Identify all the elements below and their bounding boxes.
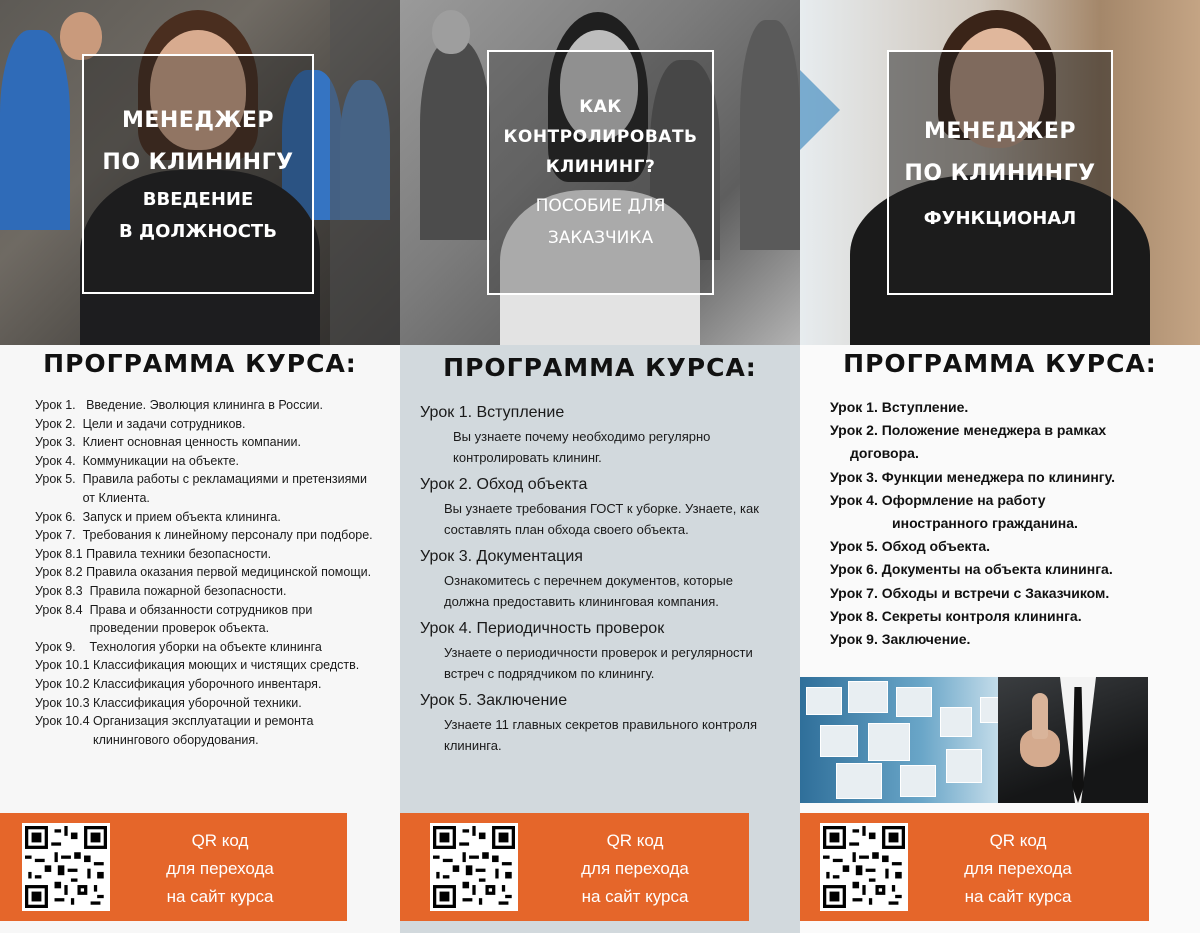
list-item — [35, 638, 380, 657]
lesson-text: Правила работы с рекламациями и претензиями от Клиента. — [82, 472, 367, 505]
lesson-title: Урок 1. Вступление — [420, 404, 565, 421]
list-item-continuation: договора. — [850, 445, 919, 462]
lesson-number: Урок 6. — [35, 509, 83, 524]
photo-tile — [848, 681, 888, 713]
qr-code[interactable] — [820, 823, 908, 911]
program-title: ПРОГРАММА КУРСА: — [43, 349, 357, 378]
hero-photo — [0, 0, 400, 345]
hero-photo — [800, 0, 1200, 345]
hero-shade — [330, 0, 400, 345]
list-item: Урок 1. Вступление. — [830, 399, 969, 415]
qr-caption-line1: QR код — [191, 831, 249, 850]
photo-tile — [940, 707, 972, 737]
list-item: Урок 9. Заключение. — [830, 631, 971, 648]
lesson-text: Технология уборки на объекте клининга — [89, 639, 322, 654]
qr-caption-line3: на сайт курса — [581, 887, 689, 906]
list-item — [35, 508, 380, 527]
qr-caption — [928, 827, 1108, 911]
list-item — [35, 601, 380, 638]
panel-title-line2: КОНТРОЛИРОВАТЬ — [503, 126, 698, 147]
lesson-number: Урок 2. — [35, 416, 83, 431]
title-frame — [887, 50, 1113, 295]
panel-title-line1: МЕНЕДЖЕР — [121, 108, 275, 133]
lesson-number: Урок 10.3 — [35, 695, 94, 710]
panel-functions — [800, 0, 1200, 933]
panel-title-line2: ПО КЛИНИНГУ — [904, 160, 1096, 186]
qr-code-icon — [433, 826, 515, 908]
lesson-description: Вы узнаете почему необходимо регулярно контролировать клининг. — [453, 429, 711, 465]
photo-tile — [900, 765, 936, 797]
list-item — [35, 396, 380, 415]
list-item: Урок 8. Секреты контроля клининга. — [830, 607, 1082, 624]
list-item: Урок 3. Функции менеджера по клинингу. — [830, 468, 1116, 485]
lesson-number: Урок 7. — [35, 528, 83, 543]
list-item — [35, 656, 380, 675]
panel-title-line2: ПО КЛИНИНГУ — [102, 150, 294, 175]
list-item — [35, 582, 380, 601]
qr-code[interactable] — [430, 823, 518, 911]
lesson-text: Коммуникации на объекте. — [82, 453, 240, 468]
panel-subtitle-line2: ЗАКАЗЧИКА — [547, 227, 654, 248]
lesson-text: Правила пожарной безопасности. — [89, 583, 287, 598]
panel-subtitle-line1: ПОСОБИЕ ДЛЯ — [535, 195, 666, 216]
panel-subtitle-line2: В ДОЛЖНОСТЬ — [119, 221, 277, 242]
worker-figure — [740, 20, 800, 250]
qr-code-icon — [823, 826, 905, 908]
lesson-title: Урок 4. Периодичность проверок — [420, 620, 665, 637]
panel-title-line1: МЕНЕДЖЕР — [923, 118, 1077, 144]
list-item: Урок 6. Документы на объекта клининга. — [830, 561, 1113, 578]
qr-caption-line3: на сайт курса — [166, 887, 274, 906]
list-item: Урок 7. Обходы и встречи с Заказчиком. — [830, 584, 1110, 601]
lesson-text: Правила оказания первой медицинской помощи. — [86, 565, 372, 580]
lesson-title: Урок 5. Заключение — [420, 692, 568, 709]
lesson-text: Организация эксплуатации и ремонта клинингового оборудования. — [93, 714, 314, 747]
photo-tile — [946, 749, 982, 783]
lesson-text: Классификация уборочного инвентаря. — [93, 676, 322, 691]
lesson-number: Урок 3. — [35, 435, 83, 450]
list-item — [35, 712, 380, 749]
photo-tile — [868, 723, 910, 761]
qr-caption-line2: для перехода — [581, 859, 689, 878]
qr-code-icon — [25, 826, 107, 908]
pointing-finger-shape — [1032, 693, 1048, 739]
list-item — [35, 545, 380, 564]
title-frame — [82, 54, 314, 294]
lesson-description: Ознакомитесь с перечнем документов, которые должна предоставить клининговая компания. — [444, 573, 733, 609]
worker-head — [60, 12, 102, 60]
list-item — [35, 433, 380, 452]
list-item — [35, 470, 380, 507]
lesson-number: Урок 10.4 — [35, 714, 94, 729]
photo-tile — [896, 687, 932, 717]
lesson-text: Запуск и прием объекта клининга. — [82, 509, 281, 524]
list-item — [35, 452, 380, 471]
lesson-list — [830, 396, 1190, 651]
photo-tile — [806, 687, 842, 715]
lesson-description: Узнаете 11 главных секретов правильного контроля клининга. — [444, 717, 757, 753]
worker-figure — [420, 40, 490, 240]
list-item — [35, 694, 380, 713]
title-frame — [487, 50, 714, 295]
list-item: Урок 5. Обход объекта. — [830, 538, 991, 555]
lesson-number: Урок 8.2 — [35, 565, 87, 580]
list-item-continuation: иностранного гражданина. — [892, 515, 1078, 532]
lesson-number: Урок 4. — [35, 453, 83, 468]
people-collage-image — [800, 677, 1148, 803]
lesson-description: Вы узнаете требования ГОСТ к уборке. Узнаете, как составлять план обхода своего объекта. — [444, 501, 759, 537]
list-item — [35, 415, 380, 434]
qr-banner — [0, 813, 347, 921]
lesson-number: Урок 9. — [35, 639, 90, 654]
worker-head — [432, 10, 470, 54]
qr-caption-line1: QR код — [606, 831, 664, 850]
qr-banner — [400, 813, 749, 921]
lesson-number: Урок 5. — [35, 472, 83, 487]
qr-caption — [545, 827, 725, 911]
qr-caption-line3: на сайт курса — [964, 887, 1072, 906]
lesson-text: Введение. Эволюция клининга в России. — [86, 398, 324, 412]
panel-subtitle-line1: ФУНКЦИОНАЛ — [923, 207, 1077, 229]
list-item — [35, 675, 380, 694]
list-item — [35, 563, 380, 582]
lesson-text: Права и обязанности сотрудников при проведении проверок объекта. — [89, 602, 313, 636]
worker-figure — [0, 30, 70, 230]
lesson-text: Требования к линейному персоналу при подборе. — [82, 528, 373, 543]
lesson-number: Урок 8.4 — [35, 602, 90, 617]
qr-banner — [800, 813, 1149, 921]
lesson-text: Правила техники безопасности. — [86, 546, 272, 561]
qr-caption-line2: для перехода — [964, 859, 1072, 878]
lesson-number: Урок 8.3 — [35, 583, 90, 598]
lesson-description: Узнаете о периодичности проверок и регулярности встреч с подрядчиком по клинингу. — [444, 645, 753, 681]
qr-code[interactable] — [22, 823, 110, 911]
qr-caption-line2: для перехода — [166, 859, 274, 878]
photo-tile — [836, 763, 882, 799]
lesson-number: Урок 10.2 — [35, 676, 94, 691]
lesson-list — [35, 396, 380, 749]
lesson-number: Урок 10.1 — [35, 658, 94, 673]
panel-control — [400, 0, 800, 933]
lesson-text: Классификация уборочной техники. — [93, 695, 302, 710]
panel-subtitle-line1: ВВЕДЕНИЕ — [142, 189, 254, 210]
lesson-number: Урок 1. — [35, 398, 87, 412]
photo-tile — [820, 725, 858, 757]
list-item: Урок 4. Оформление на работу — [830, 491, 1046, 508]
lesson-number: Урок 8.1 — [35, 546, 87, 561]
program-title: ПРОГРАММА КУРСА: — [443, 353, 757, 382]
lesson-text: Цели и задачи сотрудников. — [82, 416, 246, 431]
lesson-title: Урок 2. Обход объекта — [420, 476, 588, 493]
qr-caption — [130, 827, 310, 911]
panel-intro — [0, 0, 400, 933]
lesson-title: Урок 3. Документация — [420, 548, 583, 565]
list-item: Урок 2. Положение менеджера в рамках — [830, 422, 1107, 439]
program-title: ПРОГРАММА КУРСА: — [843, 349, 1157, 378]
hero-photo — [400, 0, 800, 345]
qr-caption-line1: QR код — [989, 831, 1047, 850]
panel-title-line1: КАК — [579, 96, 622, 117]
list-item — [35, 526, 380, 545]
logo-shape — [800, 70, 840, 150]
lesson-text: Клиент основная ценность компании. — [82, 435, 301, 450]
lesson-text: Классификация моющих и чистящих средств. — [93, 658, 360, 673]
panel-title-line3: КЛИНИНГ? — [545, 156, 656, 177]
lesson-list — [420, 400, 780, 760]
